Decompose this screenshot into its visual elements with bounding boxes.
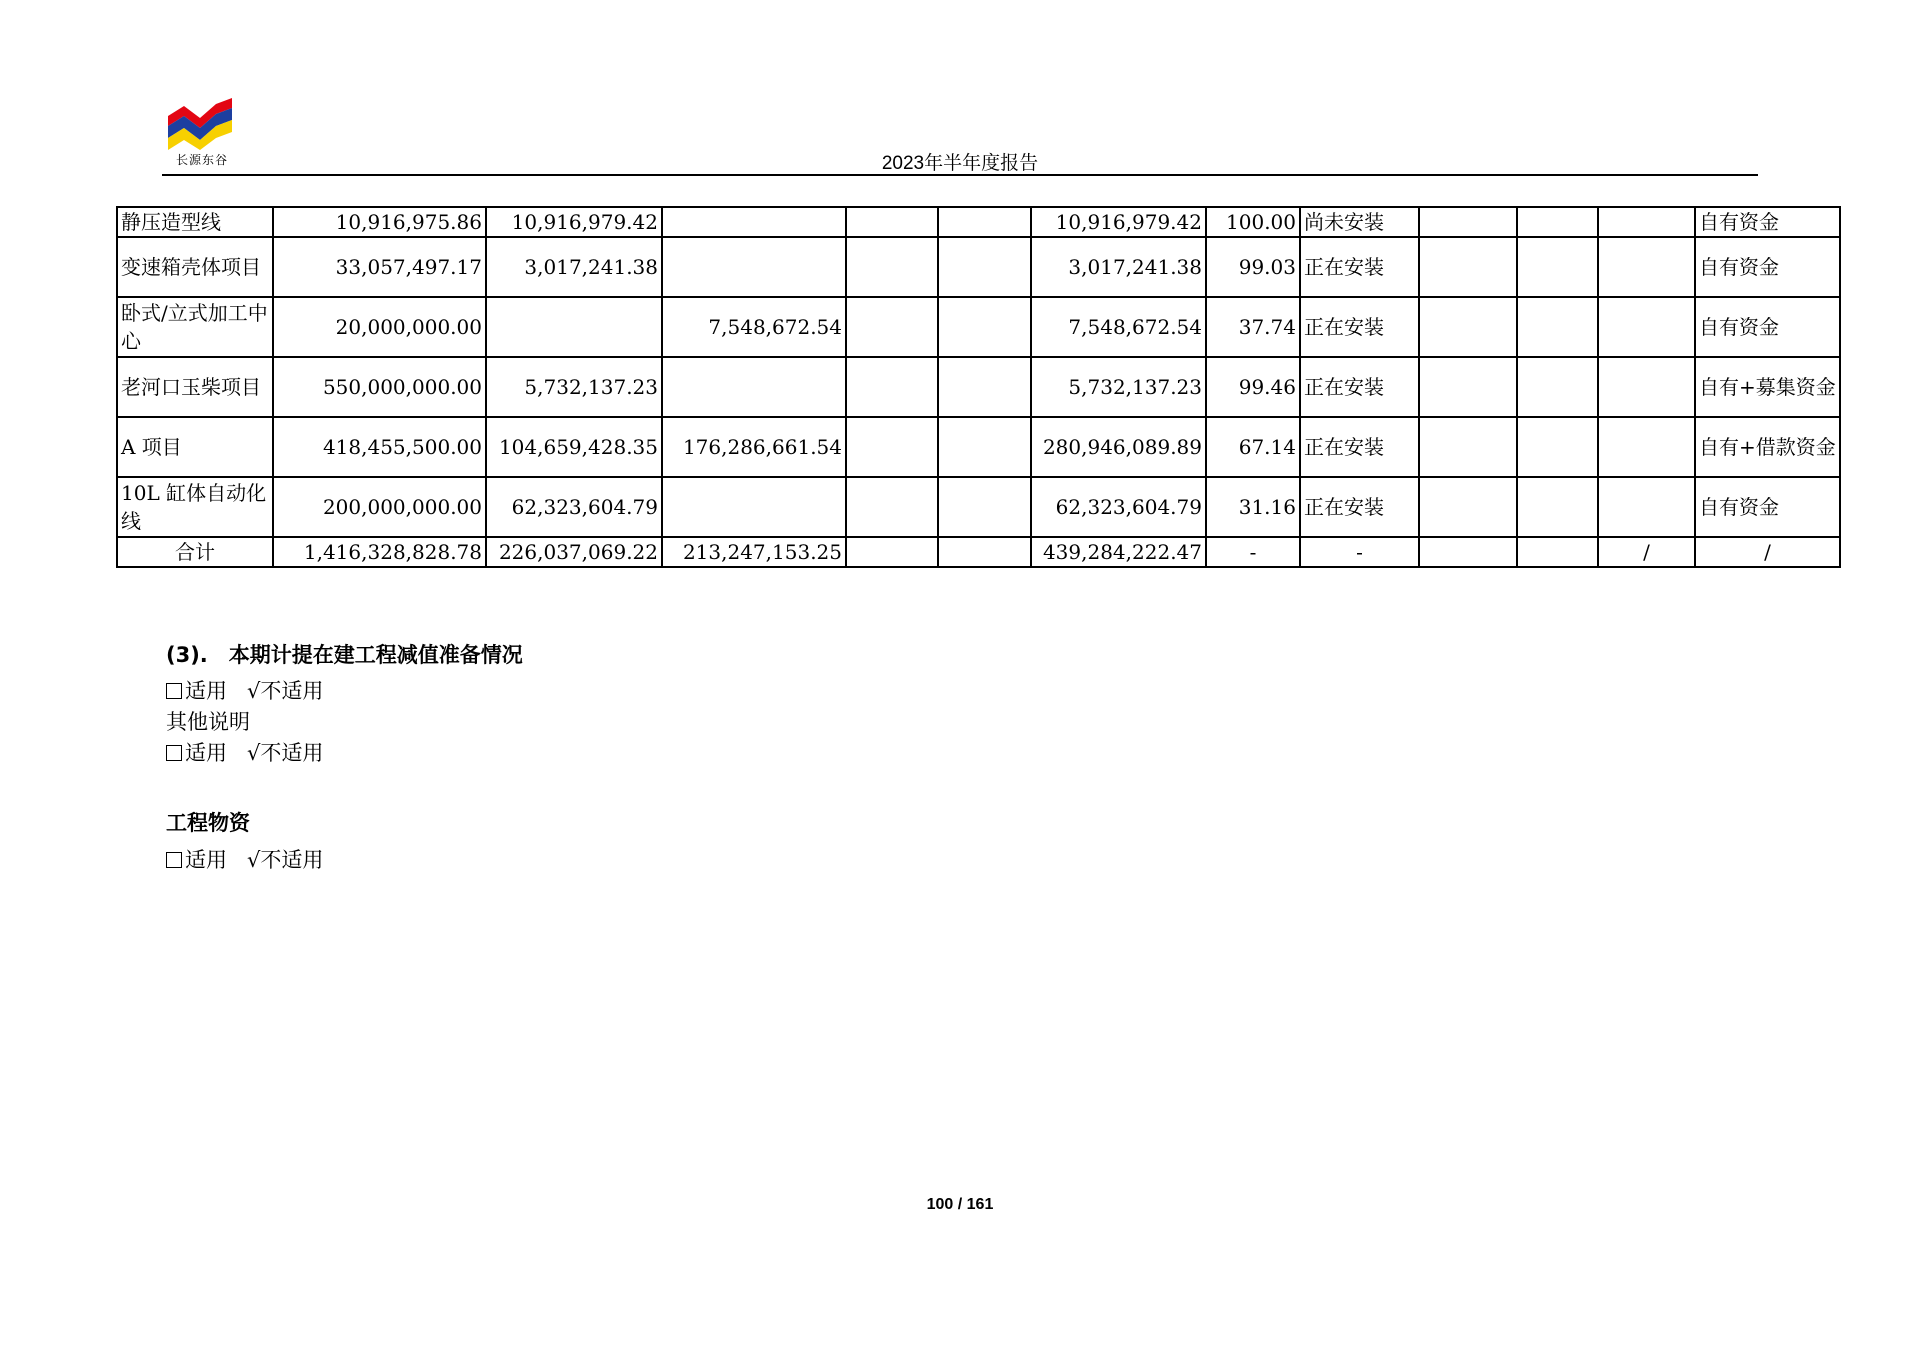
fund-source-cell: 自有资金 <box>1695 297 1840 357</box>
closing-balance-cell: 439,284,222.47 <box>1031 537 1206 567</box>
interest-rate-cell <box>1598 237 1695 297</box>
capitalized-interest-cell <box>1419 477 1517 537</box>
not-applicable-label: √不适用 <box>247 679 324 703</box>
investment-ratio-cell: 37.74 <box>1206 297 1300 357</box>
current-interest-cell <box>1517 537 1598 567</box>
current-interest-cell <box>1517 297 1598 357</box>
other-notes-label: 其他说明 <box>166 710 250 734</box>
closing-balance-cell: 62,323,604.79 <box>1031 477 1206 537</box>
capitalized-interest-cell <box>1419 537 1517 567</box>
increase-cell: 176,286,661.54 <box>662 417 846 477</box>
capitalized-interest-cell <box>1419 237 1517 297</box>
increase-cell: 7,548,672.54 <box>662 297 846 357</box>
investment-ratio-cell: 99.03 <box>1206 237 1300 297</box>
interest-rate-cell <box>1598 297 1695 357</box>
other-decrease-cell <box>938 357 1031 417</box>
logo-text: 长源东谷 <box>175 153 228 167</box>
fund-source-cell: 自有资金 <box>1695 237 1840 297</box>
current-interest-cell <box>1517 477 1598 537</box>
investment-ratio-cell: - <box>1206 537 1300 567</box>
other-notes-options <box>166 738 323 768</box>
table-row <box>117 237 1840 297</box>
interest-rate-cell <box>1598 417 1695 477</box>
budget-cell: 33,057,497.17 <box>273 237 486 297</box>
progress-cell: 正在安装 <box>1300 237 1419 297</box>
project-name-cell: 10L 缸体自动化线 <box>117 477 273 537</box>
fund-source-cell: 自有资金 <box>1695 477 1840 537</box>
construction-projects-table <box>116 206 1841 568</box>
progress-cell: - <box>1300 537 1419 567</box>
capitalized-interest-cell <box>1419 297 1517 357</box>
fund-source-cell: 自有资金 <box>1695 207 1840 237</box>
table-row <box>117 357 1840 417</box>
current-interest-cell <box>1517 207 1598 237</box>
progress-cell: 正在安装 <box>1300 477 1419 537</box>
report-title: 2023年半年度报告 <box>881 153 1039 174</box>
project-name-cell: A 项目 <box>117 417 273 477</box>
fund-source-cell: 自有+借款资金 <box>1695 417 1840 477</box>
investment-ratio-cell: 67.14 <box>1206 417 1300 477</box>
progress-cell: 正在安装 <box>1300 357 1419 417</box>
project-name-cell: 老河口玉柴项目 <box>117 357 273 417</box>
other-decrease-cell <box>938 207 1031 237</box>
project-name-cell: 卧式/立式加工中心 <box>117 297 273 357</box>
investment-ratio-cell: 100.00 <box>1206 207 1300 237</box>
budget-cell: 20,000,000.00 <box>273 297 486 357</box>
progress-cell: 正在安装 <box>1300 297 1419 357</box>
budget-cell: 10,916,975.86 <box>273 207 486 237</box>
interest-rate-cell <box>1598 207 1695 237</box>
transfer-to-fixed-assets-cell <box>846 357 938 417</box>
investment-ratio-cell: 99.46 <box>1206 357 1300 417</box>
opening-balance-cell: 226,037,069.22 <box>486 537 662 567</box>
fund-source-cell: / <box>1695 537 1840 567</box>
opening-balance-cell <box>486 297 662 357</box>
applicable-label: 适用 <box>185 679 227 703</box>
current-interest-cell <box>1517 237 1598 297</box>
interest-rate-cell: / <box>1598 537 1695 567</box>
capitalized-interest-cell <box>1419 207 1517 237</box>
applicable-label: 适用 <box>185 741 227 765</box>
interest-rate-cell <box>1598 477 1695 537</box>
current-interest-cell <box>1517 417 1598 477</box>
budget-cell: 200,000,000.00 <box>273 477 486 537</box>
transfer-to-fixed-assets-cell <box>846 417 938 477</box>
closing-balance-cell: 7,548,672.54 <box>1031 297 1206 357</box>
applicable-checkbox[interactable] <box>166 745 182 761</box>
project-name-cell: 合计 <box>117 537 273 567</box>
investment-ratio-cell: 31.16 <box>1206 477 1300 537</box>
closing-balance-cell: 10,916,979.42 <box>1031 207 1206 237</box>
opening-balance-cell: 104,659,428.35 <box>486 417 662 477</box>
opening-balance-cell: 62,323,604.79 <box>486 477 662 537</box>
increase-cell <box>662 237 846 297</box>
not-applicable-label: √不适用 <box>247 741 324 765</box>
interest-rate-cell <box>1598 357 1695 417</box>
table-row <box>117 417 1840 477</box>
capitalized-interest-cell <box>1419 417 1517 477</box>
applicable-label: 适用 <box>185 848 227 872</box>
applicable-checkbox[interactable] <box>166 852 182 868</box>
other-decrease-cell <box>938 297 1031 357</box>
increase-cell <box>662 357 846 417</box>
opening-balance-cell: 3,017,241.38 <box>486 237 662 297</box>
transfer-to-fixed-assets-cell <box>846 237 938 297</box>
impairment-heading: (3). 本期计提在建工程减值准备情况 <box>166 643 523 667</box>
transfer-to-fixed-assets-cell <box>846 207 938 237</box>
table-row <box>117 297 1840 357</box>
other-decrease-cell <box>938 537 1031 567</box>
closing-balance-cell: 5,732,137.23 <box>1031 357 1206 417</box>
project-name-cell: 静压造型线 <box>117 207 273 237</box>
progress-cell: 尚未安装 <box>1300 207 1419 237</box>
table-total-row <box>117 537 1840 567</box>
increase-cell <box>662 477 846 537</box>
transfer-to-fixed-assets-cell <box>846 477 938 537</box>
page-number: 100 / 161 <box>926 1196 994 1213</box>
applicable-checkbox[interactable] <box>166 683 182 699</box>
fund-source-cell: 自有+募集资金 <box>1695 357 1840 417</box>
transfer-to-fixed-assets-cell <box>846 537 938 567</box>
increase-cell: 213,247,153.25 <box>662 537 846 567</box>
table-row <box>117 477 1840 537</box>
closing-balance-cell: 280,946,089.89 <box>1031 417 1206 477</box>
current-interest-cell <box>1517 357 1598 417</box>
increase-cell <box>662 207 846 237</box>
header-divider <box>162 174 1758 176</box>
closing-balance-cell: 3,017,241.38 <box>1031 237 1206 297</box>
materials-options <box>166 845 323 875</box>
transfer-to-fixed-assets-cell <box>846 297 938 357</box>
project-name-cell: 变速箱壳体项目 <box>117 237 273 297</box>
progress-cell: 正在安装 <box>1300 417 1419 477</box>
impairment-options <box>166 676 323 706</box>
other-decrease-cell <box>938 237 1031 297</box>
other-decrease-cell <box>938 477 1031 537</box>
budget-cell: 1,416,328,828.78 <box>273 537 486 567</box>
budget-cell: 418,455,500.00 <box>273 417 486 477</box>
opening-balance-cell: 10,916,979.42 <box>486 207 662 237</box>
budget-cell: 550,000,000.00 <box>273 357 486 417</box>
capitalized-interest-cell <box>1419 357 1517 417</box>
materials-heading: 工程物资 <box>166 811 250 835</box>
not-applicable-label: √不适用 <box>247 848 324 872</box>
opening-balance-cell: 5,732,137.23 <box>486 357 662 417</box>
other-decrease-cell <box>938 417 1031 477</box>
table-row <box>117 207 1840 237</box>
